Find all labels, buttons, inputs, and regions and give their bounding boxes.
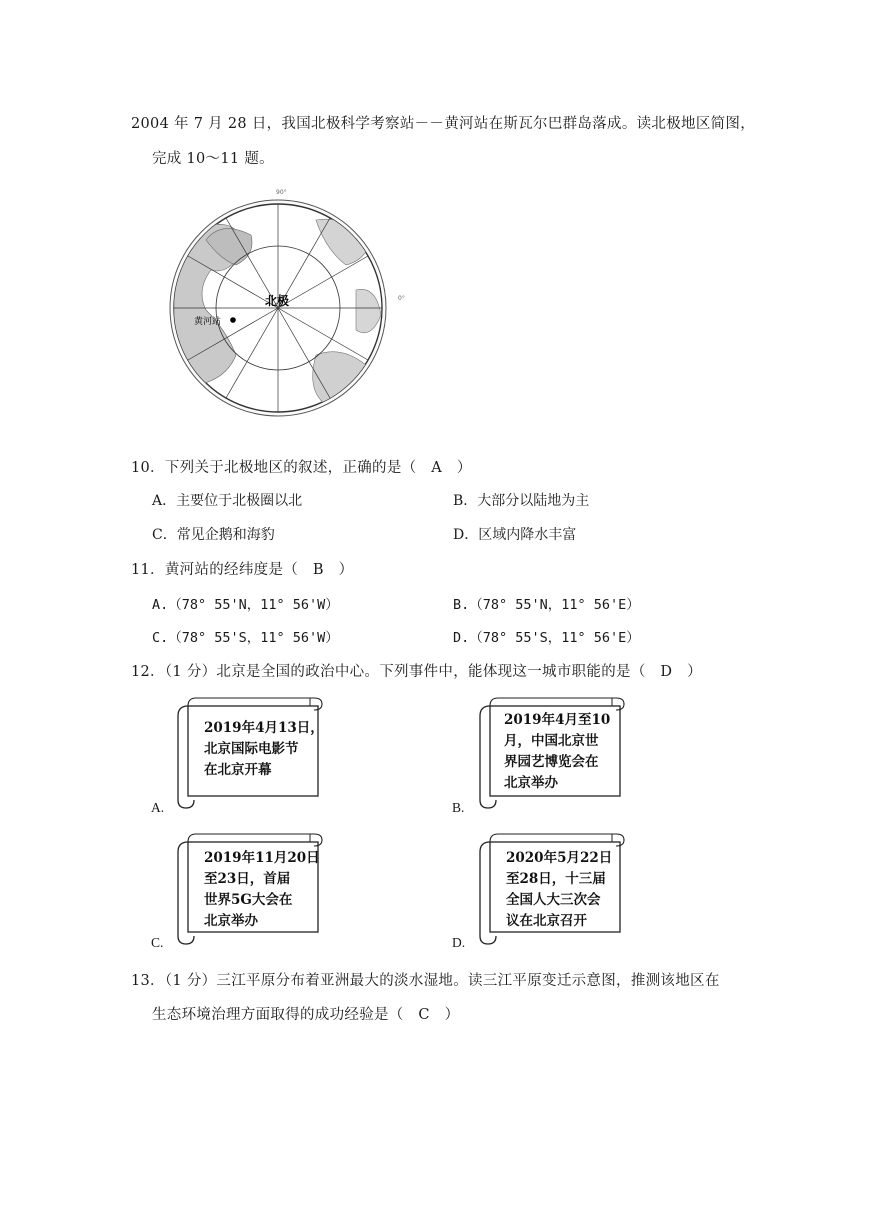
svg-text:0°: 0° <box>398 295 405 302</box>
q13-line-2: 生态环境治理方面取得的成功经验是（ C ） <box>152 1007 460 1023</box>
q10-option-b: B．大部分以陆地为主 <box>453 493 590 509</box>
q12-option-c-letter: C. <box>151 935 164 950</box>
q12-option-b-scroll <box>476 696 626 810</box>
q12-option-d-letter: D. <box>452 935 466 950</box>
q12-option-c-scroll <box>174 832 324 946</box>
q11-stem: 11．黄河站的经纬度是（ B ） <box>131 562 354 578</box>
q12-option-d-text: 2020年5月22日 至28日，十三届 全国人大三次会 议在北京召开 <box>506 850 613 929</box>
q12-option-a-text: 2019年4月13日， 北京国际电影节 在北京开幕 <box>204 720 324 778</box>
q11-option-a: A.（78° 55'N，11° 56'W） <box>152 597 339 613</box>
intro-line-1: 2004 年 7 月 28 日，我国北极科学考察站－－黄河站在斯瓦尔巴群岛落成。读北极地区简图， <box>131 116 756 132</box>
q10-stem: 10．下列关于北极地区的叙述，正确的是（ A ） <box>131 460 472 476</box>
q10-option-a: A．主要位于北极圈以北 <box>152 493 303 509</box>
q12-option-c-text: 2019年11月20日 至23日，首届 世界5G大会在 北京举办 <box>204 850 320 929</box>
arctic-map <box>166 180 431 422</box>
q12-option-a-letter: A. <box>151 800 165 815</box>
q13-line-1: 13．（1 分）三江平原分布着亚洲最大的淡水湿地。读三江平原变迁示意图，推测该地区在 <box>131 973 720 989</box>
huanghe-station-label: 黄河站 <box>194 317 222 327</box>
q11-option-b: B.（78° 55'N，11° 56'E） <box>453 597 640 613</box>
q12-stem: 12．（1 分）北京是全国的政治中心。下列事件中，能体现这一城市职能的是（ D ） <box>131 664 702 680</box>
q10-option-d: D．区域内降水丰富 <box>453 527 577 543</box>
q12-option-d-scroll <box>476 832 626 946</box>
q12-option-a-scroll <box>174 696 324 810</box>
q12-option-b-text: 2019年4月至10 月，中国北京世 界园艺博览会在 北京举办 <box>504 712 611 791</box>
q11-option-c: C.（78° 55'S，11° 56'W） <box>152 630 339 646</box>
svg-text:90°: 90° <box>276 189 287 196</box>
q11-option-d: D.（78° 55'S，11° 56'E） <box>453 630 640 646</box>
q10-option-c: C．常见企鹅和海豹 <box>152 527 275 543</box>
intro-line-2: 完成 10～11 题。 <box>152 151 274 167</box>
north-pole-label: 北极 <box>265 294 290 308</box>
arctic-map-graphic <box>166 180 431 422</box>
q12-option-b-letter: B. <box>452 800 465 815</box>
